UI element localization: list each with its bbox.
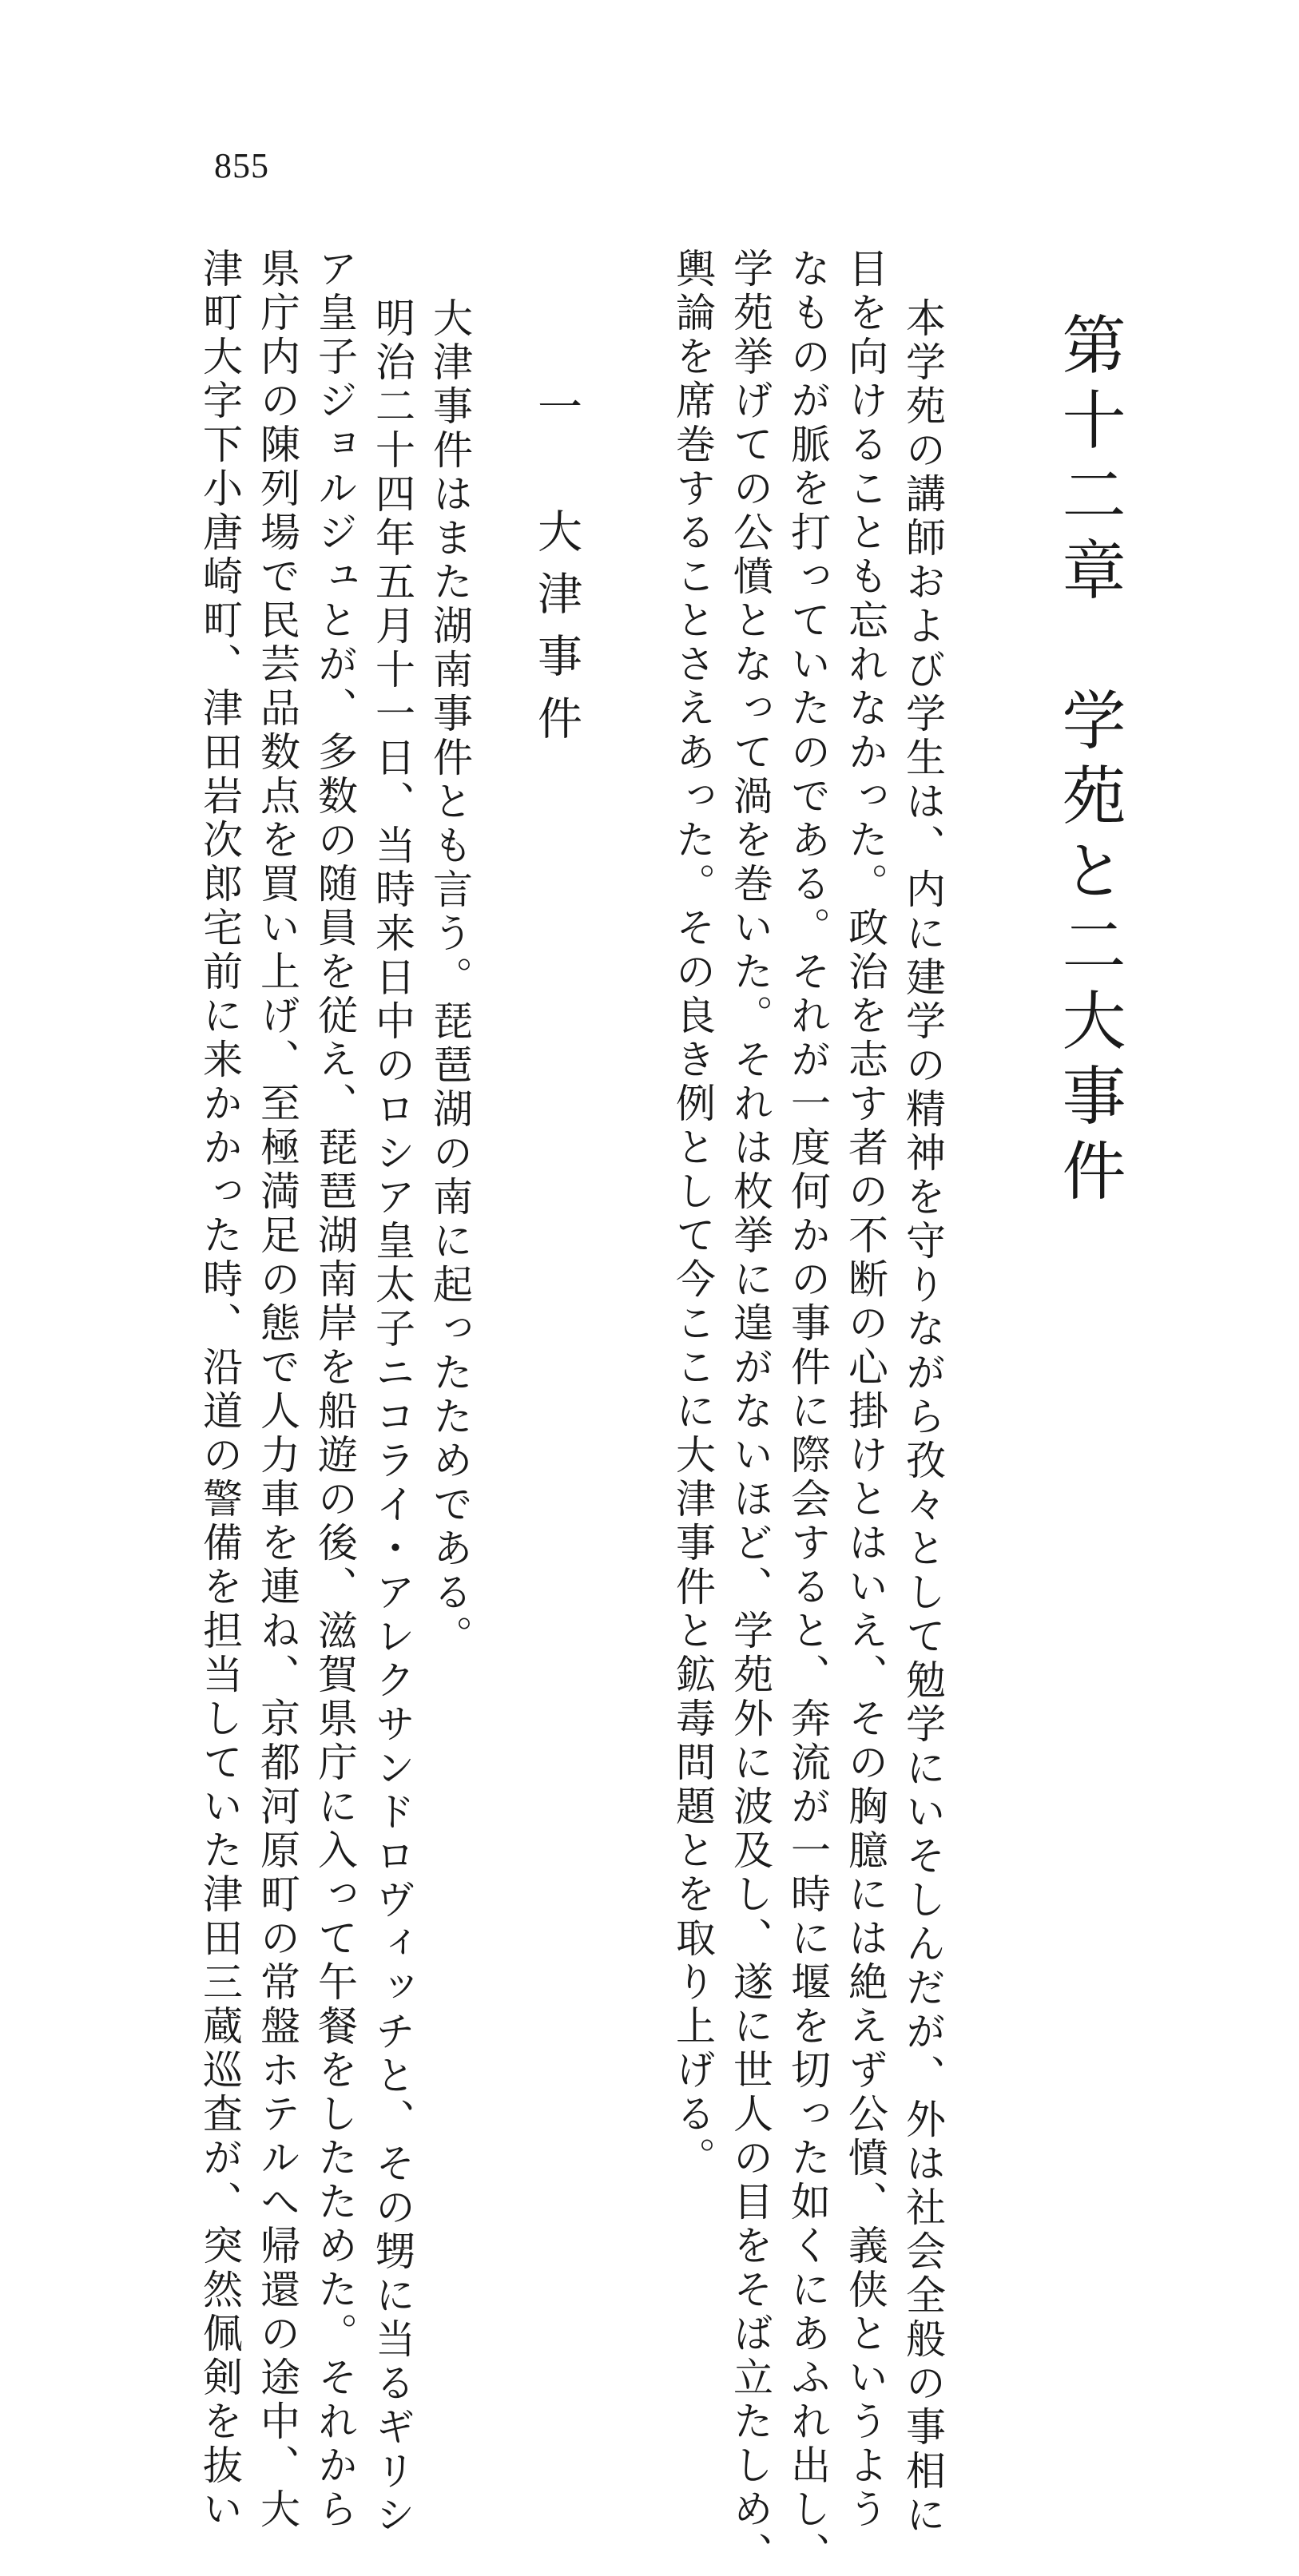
intro-line-2: 目を向けることも忘れなかった。政治を志す者の不断の心掛けとはいえ、その胸臆には絶えず公憤、義侠というよう bbox=[842, 248, 888, 2532]
body-line-5: 津町大字下小唐崎町、津田岩次郎宅前に来かかった時、沿道の警備を担当していた津田三蔵巡査が、突然佩剣を抜い bbox=[197, 248, 243, 2532]
body-line-2: 明治二十四年五月十一日、当時来日中のロシア皇太子ニコライ・アレクサンドロヴィッチと、その甥に当るギリシ bbox=[369, 297, 415, 2538]
chapter-title: 第十二章 学苑と二大事件 bbox=[1051, 312, 1126, 1213]
intro-line-5: 輿論を席巻することさえあった。その良き例として今ここに大津事件と鉱毒問題とを取り上げる。 bbox=[669, 248, 716, 2181]
body-line-4: 県庁内の陳列場で民芸品数点を買い上げ、至極満足の態で人力車を連ね、京都河原町の常盤ホテルへ帰還の途中、大 bbox=[254, 248, 300, 2532]
intro-line-1: 本学苑の講師および学生は、内に建学の精神を守りながら孜々として勉学にいそしんだが、外は社会全般の事相に bbox=[900, 297, 946, 2538]
intro-line-4: 学苑挙げての公憤となって渦を巻いた。それは枚挙に遑がないほど、学苑外に波及し、遂に世人の目をそば立たしめ、 bbox=[727, 248, 773, 2576]
section-heading: 一 大津事件 bbox=[530, 383, 582, 757]
page-number: 855 bbox=[214, 146, 269, 185]
body-line-3: ア皇子ジョルジュとが、多数の随員を従え、琵琶湖南岸を船遊の後、滋賀県庁に入って午餐をしたためた。それから bbox=[312, 248, 358, 2532]
body-line-1: 大津事件はまた湖南事件とも言う。琵琶湖の南に起ったためである。 bbox=[427, 297, 473, 1659]
intro-line-3: なものが脈を打っていたのである。それが一度何かの事件に際会すると、奔流が一時に堰を切った如くにあふれ出し、 bbox=[785, 248, 831, 2576]
